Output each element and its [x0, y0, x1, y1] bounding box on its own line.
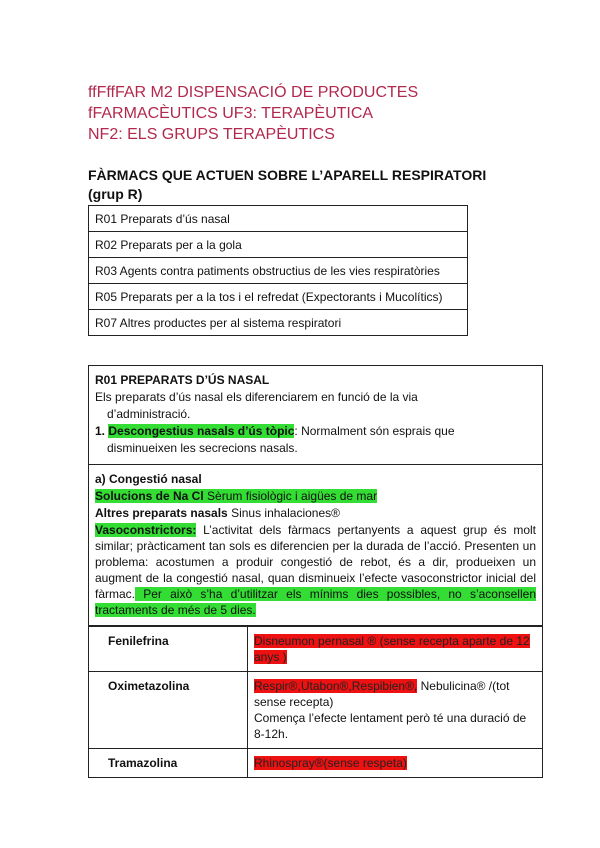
r01-point-1: [95, 423, 536, 440]
vaso-highlight: Per això s’ha d’utilitzar els mínims dies possibles, no s’aconsellen tractaments de més de 5 dies.: [95, 587, 536, 617]
table-row: [89, 232, 468, 258]
drug-brands-fenilefrina: [248, 627, 543, 672]
congestion-heading: a) Congestió nasal: [95, 472, 202, 486]
group-list-table: [88, 205, 468, 336]
title-line-1: ffFffFAR M2 DISPENSACIÓ DE PRODUCTES: [88, 84, 419, 101]
table-row: [89, 206, 468, 232]
point-highlight: Descongestius nasals d’ús tòpic: [108, 424, 295, 438]
table-row: [89, 672, 542, 749]
table-row: [89, 627, 542, 672]
r01-heading: R01 PREPARATS D’ÚS NASAL: [95, 373, 270, 387]
saline-label: Solucions de Na Cl: [95, 489, 204, 503]
point-number: 1.: [95, 424, 106, 438]
drug-name-oximetazolina: Oximetazolina: [89, 672, 248, 749]
section-heading-line-1: FÀRMACS QUE ACTUEN SOBRE L’APARELL RESPIRATORI: [88, 167, 487, 183]
brand-plain: Nebulicina® /(tot sense recepta): [254, 679, 510, 709]
brand-line: [254, 678, 536, 710]
group-cell-r01: R01 Preparats d’ús nasal: [89, 206, 468, 232]
group-cell-r05: R05 Preparats per a la tos i el refredat (Expectorants i Mucolítics): [89, 284, 468, 310]
vaso-label: Vasoconstrictors:: [95, 523, 197, 537]
point-text: : Normalment són esprais que: [294, 424, 455, 438]
r01-table: [88, 365, 543, 778]
brand-highlight: Disneumon pernasal ® (sense recepta aparte de 12 anys ): [254, 634, 530, 664]
table-row: [89, 284, 468, 310]
group-cell-r03: R03 Agents contra patiments obstructius de les vies respiratòries: [89, 258, 468, 284]
other-text: Sinus inhalaciones®: [227, 506, 340, 520]
section-heading: [88, 166, 528, 204]
saline-line: [95, 488, 536, 505]
drug-name-fenilefrina: Fenilefrina: [89, 627, 248, 672]
section-heading-line-2: (grup R): [88, 186, 143, 202]
drug-name-tramazolina: Tramazolina: [89, 749, 248, 778]
drug-brands-tramazolina: [248, 749, 543, 778]
drug-table: [89, 626, 542, 777]
congestion-block: [89, 465, 542, 626]
table-row: [89, 258, 468, 284]
title-line-2: fFARMACÈUTICS UF3: TERAPÈUTICA: [88, 105, 374, 122]
table-row: [89, 749, 542, 778]
saline-text: Sèrum fisiològic i aigües de mar: [203, 489, 378, 503]
vaso-text: L’activitat dels fàrmacs pertanyents a aquest grup és molt similar; pràcticament tan sols es diferencien per la durada de l’acció. Presenten un problema: acostumen a produir congestió de rebot, és a dir, produeixen un augment de la congestió nasal, quan disminueix l’efecte vasoconstrictor inicial del fàrmac.: [95, 523, 536, 601]
drug-brands-oximetazolina: [248, 672, 543, 749]
group-cell-r07: R07 Altres productes per al sistema respiratori: [89, 310, 468, 336]
other-line: [95, 505, 536, 522]
other-label: Altres preparats nasals: [95, 506, 228, 520]
r01-intro-block: [89, 366, 542, 465]
vasoconstrictors-paragraph: [95, 522, 536, 618]
brand-highlight: Rhinospray®(sense respeta): [254, 756, 407, 770]
drug-note: Comença l’efecte lentament però té una duració de 8-12h.: [254, 711, 527, 741]
title-line-3: NF2: ELS GRUPS TERAPÈUTICS: [88, 126, 335, 143]
r01-intro-line-2: d’administració.: [107, 407, 191, 421]
group-cell-r02: R02 Preparats per a la gola: [89, 232, 468, 258]
brand-highlight: Respir®,Utabon®,Respibien®,: [254, 679, 418, 693]
table-row: [89, 310, 468, 336]
document-title: [88, 82, 528, 145]
r01-intro-line-1: Els preparats d’ús nasal els diferenciarem en funció de la via: [95, 390, 418, 404]
r01-point-1-line-2: disminueixen les secrecions nasals.: [107, 441, 298, 455]
